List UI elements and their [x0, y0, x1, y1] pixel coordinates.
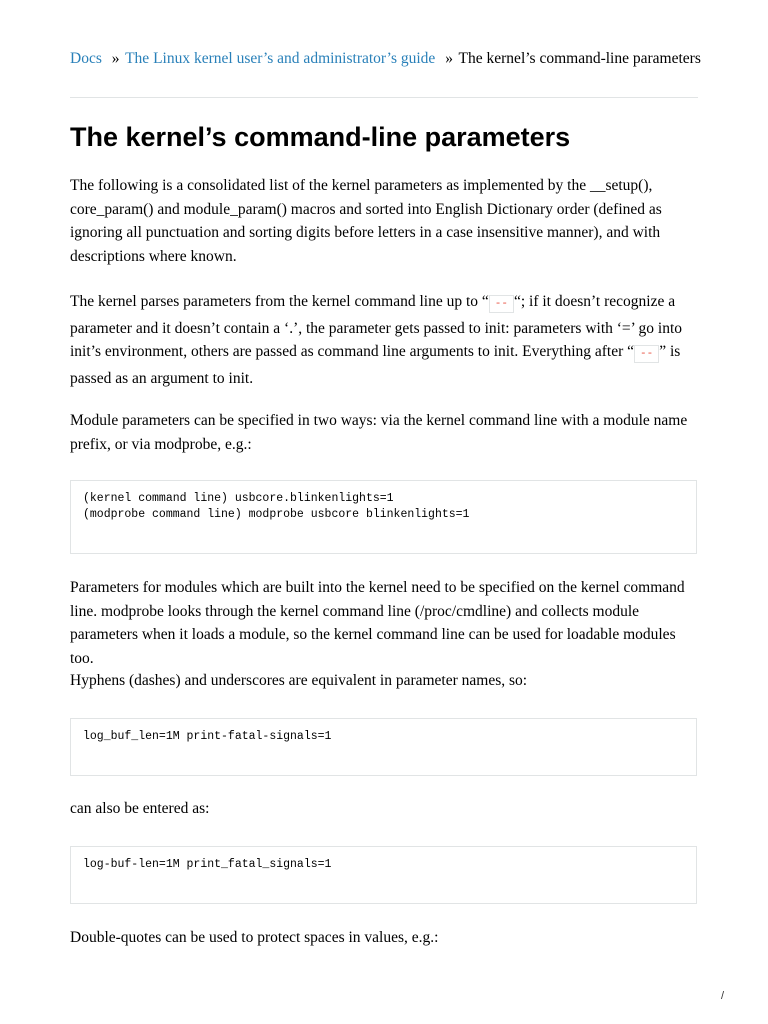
- code-block-underscores: [70, 846, 697, 904]
- breadcrumb-separator: »: [111, 50, 120, 67]
- breadcrumb-guide-link[interactable]: The Linux kernel user’s and administrator’s guide: [125, 50, 436, 67]
- breadcrumb-current: The kernel’s command-line parameters: [458, 50, 701, 67]
- parse-paragraph: [70, 290, 698, 390]
- parse-text-a: The kernel parses parameters from the kernel command line up to “: [70, 293, 489, 310]
- page-marker: /: [720, 990, 724, 1002]
- inline-code-double-dash: --: [489, 295, 514, 313]
- also-entered-paragraph: can also be entered as:: [70, 800, 210, 817]
- code-text: (kernel command line) usbcore.blinkenlights=1 (modprobe command line) modprobe usbcore blinkenlights=1: [83, 492, 470, 521]
- code-text: log_buf_len=1M print-fatal-signals=1: [83, 730, 332, 743]
- breadcrumb: [70, 48, 710, 70]
- code-block-hyphens: [70, 718, 697, 776]
- module-params-paragraph: Module parameters can be specified in two ways: via the kernel command line with a module name prefix, or via modprobe, e.g.:: [70, 412, 688, 453]
- breadcrumb-separator: »: [445, 50, 453, 67]
- builtin-modules-paragraph: Parameters for modules which are built into the kernel need to be specified on the kernel command line. modprobe looks through the kernel command line (/proc/cmdline) and collects module parameters when it loads a module, so the kernel command line can be used for loadable modules too.: [70, 579, 685, 667]
- page-title: The kernel’s command-line parameters: [70, 122, 571, 152]
- header-divider: [70, 97, 698, 98]
- double-quotes-paragraph: Double-quotes can be used to protect spaces in values, e.g.:: [70, 929, 439, 946]
- intro-paragraph: The following is a consolidated list of the kernel parameters as implemented by the __setup(), core_param() and module_param() macros and sorted into English Dictionary order (defined as ignoring all punctuation and sorting digits before letters in a case insensitive manner), and with descriptions where known.: [70, 177, 662, 265]
- parse-text-c: ” is passed as an argument to init.: [70, 343, 681, 387]
- parse-text-b: “; if it doesn’t recognize a parameter and it doesn’t contain a ‘.’, the parameter gets passed to init: parameters with ‘=’ go into init’s environment, others are passed as command line arguments to init. Everything after “: [70, 293, 683, 360]
- code-text: log-buf-len=1M print_fatal_signals=1: [83, 858, 332, 871]
- inline-code-double-dash: --: [634, 345, 659, 363]
- hyphens-paragraph: Hyphens (dashes) and underscores are equivalent in parameter names, so:: [70, 672, 528, 689]
- code-block-modprobe: [70, 480, 697, 554]
- breadcrumb-docs-link[interactable]: Docs: [70, 50, 102, 67]
